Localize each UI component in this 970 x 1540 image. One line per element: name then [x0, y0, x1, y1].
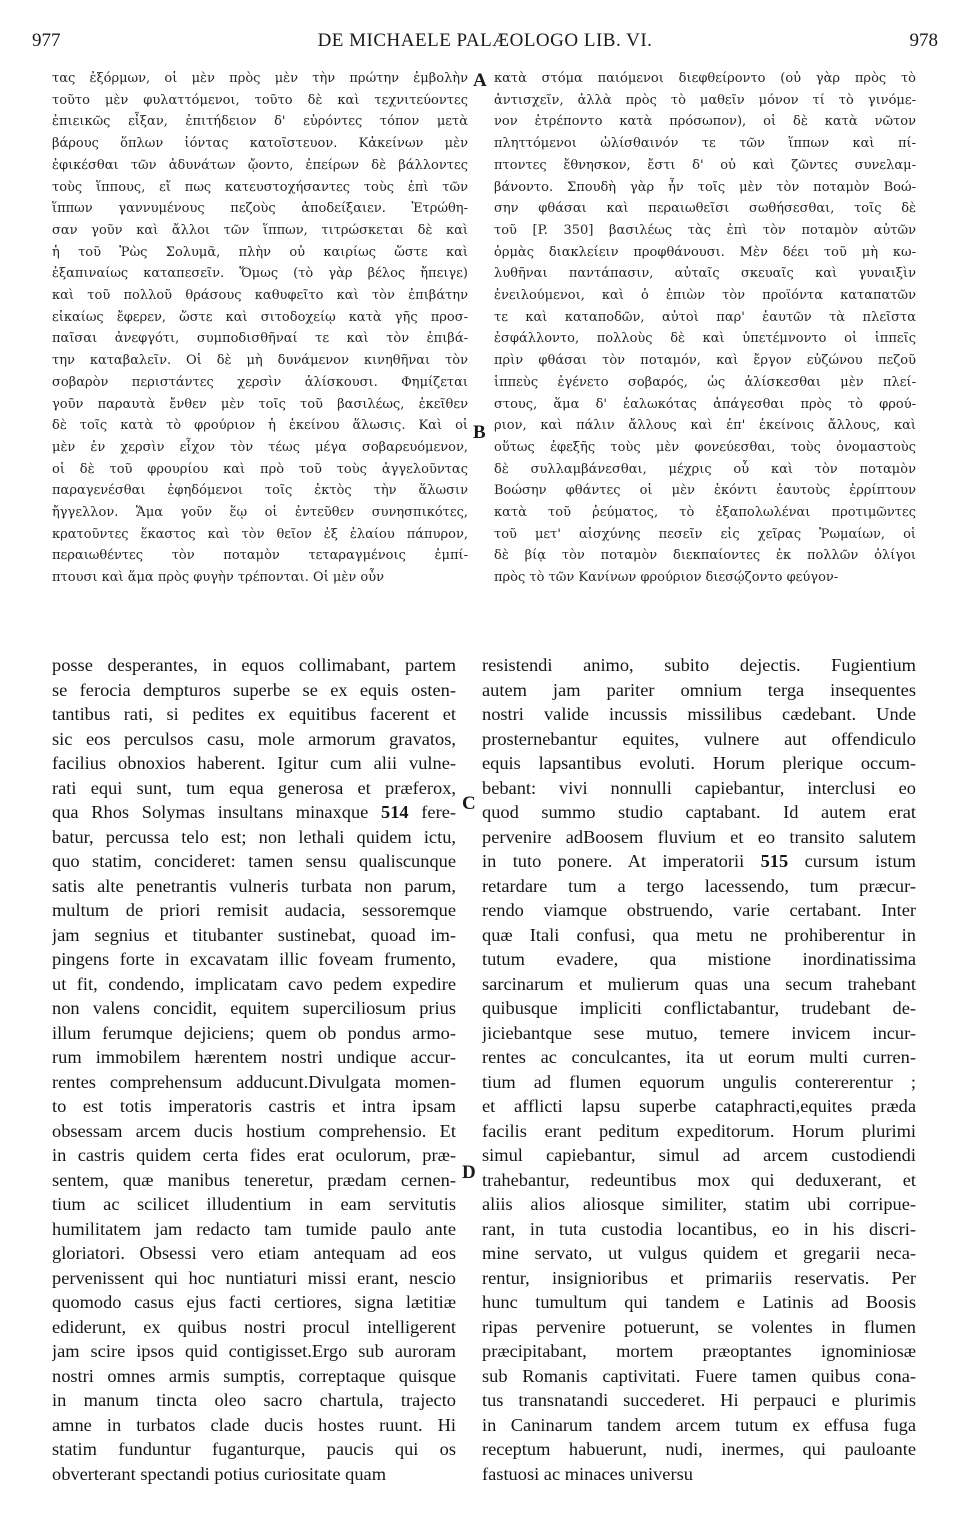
text-line [494, 111, 916, 133]
line-text: πληττόμενοι ὠλίσθαινόν τε τῶν ἵππων καὶ πί- [494, 136, 916, 152]
line-text: jam scire ipsos quid contigisset.Ergo sub auroram [52, 1341, 456, 1361]
text-line [52, 285, 468, 307]
line-text: ἐξαπιναίως καταπεσεῖν. Ὅμως (τὸ γὰρ βέλος ἤπειγε) [52, 266, 468, 282]
text-line [482, 972, 916, 997]
text-line [52, 133, 468, 155]
line-text: receptum habuerunt, nudi, inermes, qui pauloante [482, 1439, 916, 1459]
line-text: qua Rhos Solymas insultans minaxque [52, 802, 369, 822]
text-line [52, 1192, 456, 1217]
text-line [52, 1168, 456, 1193]
line-text: pingens forte in excavatam illic foveam frumento, [52, 949, 456, 969]
text-line [482, 1119, 916, 1144]
line-text: sic eos perculsos casu, mole armorum gravatos, [52, 728, 456, 749]
line-text: ἤγγελλον. Ἅμα γοῦν ἕῳ οἱ ἐντεῦθεν συνησπικότες, [52, 505, 468, 521]
page-header [28, 30, 942, 60]
text-line [52, 751, 456, 776]
line-text: ἐνειλούμενοι, καὶ ὁ ἐπιὼν τὸν προϊόντα καταπατῶν [494, 288, 916, 304]
text-line [52, 415, 468, 437]
text-line [482, 1094, 916, 1119]
text-line [482, 825, 916, 850]
line-text: gloriatori. Obsessi vero etiam antequam ad eos [52, 1243, 456, 1263]
line-text: τας ἐξόρμων, οἱ μὲν πρὸς μὲν τὴν πρώτην ἐμβολὴν [52, 71, 468, 86]
text-line [52, 1339, 456, 1364]
line-text: sub Romanis captivitati. Fuere tamen quibus cona- [482, 1365, 916, 1386]
line-text: λυθῆναι παντάπασιν, αὐταῖς σκευαῖς καὶ γυναιξὶν [494, 266, 916, 282]
text-line [52, 545, 468, 567]
text-line [52, 1388, 456, 1413]
line-text: πτοντες ἔθνησκον, ἔστι δ' οὐ καὶ ζῶντες συνελαμ- [494, 157, 916, 173]
text-line [52, 1266, 456, 1291]
text-line [482, 1339, 916, 1364]
text-line [52, 898, 456, 923]
line-text: mine servato, ut vulgus quidem et gregarii neca- [482, 1243, 916, 1263]
line-text: rum immobilem hærentem nostri undique accur- [52, 1047, 456, 1067]
text-line [494, 263, 916, 285]
text-line [52, 849, 456, 874]
line-text: quibusque impliciti conflictabantur, trudebant de- [482, 998, 916, 1018]
text-line [52, 1094, 456, 1119]
running-title: DE MICHAELE PALÆOLOGO LIB. VI. [317, 30, 653, 51]
line-text: illum ferumque dejiciens; quem ob pondus armo- [52, 1022, 456, 1043]
line-text: ὁρμὰς διακλείειν προφθάνουσι. Μὲν δέει τοῦ μὴ κω- [494, 244, 916, 260]
text-line [494, 285, 916, 307]
greek-text-left-column [52, 68, 468, 589]
line-text: quo statim, concideret: tamen sensu qualiscunque [52, 851, 456, 871]
line-text: satis alte penetrantis vulneris turbata non parum, [52, 875, 456, 896]
text-line [52, 972, 456, 997]
line-text: simul capiebantur, simul ad arcem custodiendi [482, 1145, 916, 1165]
line-text: μὲν ἐν χερσὶν εἶχον τὸν τέως μέγα σοβαρευόμενον, [52, 439, 468, 455]
text-line [52, 111, 468, 133]
line-text: τε καὶ καταποδῶν, αὐτοὶ παρ' ἑαυτῶν τὰ πλεῖστα [494, 309, 916, 325]
line-text: οἱ δὲ τοῦ φρουρίου καὶ πρὸ τοῦ τοὺς ἀγγελοῦντας [52, 461, 468, 477]
line-text: δὲ βίᾳ τὸν ποταμὸν διεκπαίοντες ἐκ πολλῶν ὀλίγοι [494, 548, 916, 564]
text-line [52, 1413, 456, 1438]
edition-page-number: 514 [381, 802, 409, 822]
text-line [52, 68, 468, 90]
line-text: rentur, insignioribus et primariis reservatis. Per [482, 1267, 916, 1288]
line-text: tus transnatandi succederet. Hi perpauci e plurimis [482, 1390, 916, 1410]
text-line [482, 800, 916, 825]
line-text: posse desperantes, in equos collimabant, partem [52, 655, 456, 675]
line-text: bebant: vivi nonnulli capiebantur, interclusi eo [482, 777, 916, 798]
text-line [52, 459, 468, 481]
text-line [52, 678, 456, 703]
line-text: rendo viamque obstruendo, varie certabant. Inter [482, 900, 916, 920]
line-text: nostri valide incussis missilibus cædebant. Unde [482, 704, 916, 724]
line-text: prosternebantur equites, vulnere aut offendiculo [482, 728, 916, 749]
text-line [52, 1437, 456, 1462]
line-text: tantibus rati, si pedites ex equitibus facerent et [52, 704, 456, 724]
text-line [52, 155, 468, 177]
text-line [52, 1241, 456, 1266]
margin-marker-a: A [473, 70, 487, 91]
text-line [494, 502, 916, 524]
line-text: equis lapsantibus evoluti. Horum plerique occum- [482, 753, 916, 773]
line-text: rentes comprehensum adducunt.Divulgata momen- [52, 1071, 456, 1092]
line-text: κατὰ στόμα παιόμενοι διεφθείροντο (οὐ γὰρ πρὸς τὸ [494, 71, 916, 86]
text-line [52, 220, 468, 242]
text-line [482, 1168, 916, 1193]
text-line [52, 1021, 456, 1046]
line-text: ἐφικέσθαι τῶν ἀδυνάτων ᾤοντο, ἐπείρων δὲ βάλλοντες [52, 157, 468, 173]
text-line [52, 1217, 456, 1242]
line-text: δὲ τοῖς κατὰ τὸ φρούριον ἡ ἐκείνου ἅλωσις. Καὶ οἱ [52, 418, 468, 434]
text-line [494, 68, 916, 90]
text-line [482, 1364, 916, 1389]
text-line [494, 480, 916, 502]
line-text: τοῦτο μὲν φυλαττόμενοι, τοῦτο δὲ καὶ τεχνιτεύοντες [52, 92, 468, 108]
line-text: multum de priori remisit audacia, sessoremque [52, 900, 456, 920]
text-line [482, 1315, 916, 1340]
line-text: obverterant spectandi potius curiositate quam [52, 1463, 386, 1484]
text-line [494, 198, 916, 220]
line-text: in tuto ponere. At imperatorii [482, 851, 745, 871]
text-line [482, 1045, 916, 1070]
margin-marker-c: C [462, 793, 476, 814]
line-text: σοβαρὸν περιστάντες χερσὶν ἁλίσκουσι. Φημίζεται [52, 374, 468, 390]
text-line [52, 567, 468, 589]
text-line [482, 653, 916, 678]
text-line [52, 307, 468, 329]
line-text: καὶ τοῦ πολλοῦ θράσους καθυφεῖτο καὶ τὸν ἐπιβάτην [52, 288, 468, 304]
margin-marker-b: B [473, 422, 486, 443]
page-number-left: 977 [32, 30, 61, 51]
text-line [494, 242, 916, 264]
line-text: facilius obnoxios haberent. Igitur cum alii vulne- [52, 753, 456, 773]
line-text-tail: cursum istum [804, 851, 916, 871]
edition-page-number: 515 [760, 851, 789, 871]
line-text: non valens concidit, equitem superciliosum prius [52, 998, 456, 1018]
text-line [52, 1119, 456, 1144]
line-text: πτουσι καὶ ἅμα πρὸς φυγὴν τρέπονται. Οἱ μὲν οὖν [52, 570, 385, 586]
margin-marker-d: D [462, 1162, 476, 1183]
text-line [52, 653, 456, 678]
line-text: facilis erant peditum expeditorum. Horum plurimi [482, 1120, 916, 1141]
line-text: resistendi animo, subito dejectis. Fugientium [482, 655, 916, 675]
line-text: νον ἐτρέποντο κατὰ πρόσωπον), οἱ δὲ κατὰ νῶτον [494, 114, 916, 130]
text-line [494, 372, 916, 394]
text-line [494, 220, 916, 242]
line-text: παῖσαι ἀνεφγότι, συμποδισθῆναί τε καὶ τὸν ἐπιβά- [52, 331, 468, 347]
line-text: tium ad flumen equorum ungulis contererentur ; [482, 1071, 916, 1092]
line-text: nostri omnes armis sumptis, correptaque quisque [52, 1365, 456, 1386]
text-line [494, 90, 916, 112]
line-text: εἰκαίως ἔφερεν, ὥστε καὶ σιτοδοχείῳ κατὰ γῆς προσ- [52, 309, 468, 325]
text-line [494, 328, 916, 350]
line-text: σην φθάσαι καὶ περαιωθεῖσι σωθήσεσθαι, τοῖς δὲ [494, 201, 916, 217]
line-text: fastuosi ac minaces universu [482, 1463, 693, 1484]
line-text: quod summo studio captabant. Id autem erat [482, 802, 916, 822]
line-text: rentes ac conculcantes, ita ut eorum multi curren- [482, 1047, 916, 1067]
line-text: ut fit, condendo, implicatam cavo pedem expedire [52, 973, 456, 994]
line-text: δὲ συλλαμβάνεσθαι, μέχρις οὗ καὶ τὸν ποταμὸν [494, 461, 916, 477]
text-line [52, 825, 456, 850]
text-line [482, 1143, 916, 1168]
line-text: τοῦ [P. 350] βασιλέως τὰς ἐπὶ τὸν ποταμὸν αὐτῶν [494, 222, 916, 238]
text-line [52, 702, 456, 727]
line-text: παραγενέσθαι ἐφηδόμενοι τοῖς ἐκτὸς τὴν ἅλωσιν [52, 483, 468, 499]
text-line [494, 133, 916, 155]
latin-text-right-column [482, 653, 916, 1486]
text-line [482, 1070, 916, 1095]
text-line [482, 1241, 916, 1266]
line-text: οὕτως ἐφεξῆς τοὺς μὲν φονεύεσθαι, τοὺς ὀνομαστοὺς [494, 439, 916, 455]
line-text: στους, ἅμα δ' ἑαλωκότας ἀπάγεσθαι πρὸς τὸ φρού- [494, 396, 916, 412]
line-text: autem jam pariter omnium terga insequentes [482, 679, 916, 700]
text-line [482, 751, 916, 776]
text-line [52, 198, 468, 220]
line-text: hunc tumultum qui tandem e Latinis ad Boosis [482, 1292, 916, 1312]
text-line [52, 242, 468, 264]
text-line [482, 947, 916, 972]
line-text: to est totis imperatoris castris et intra ipsam [52, 1096, 456, 1116]
line-text: βάρους ὅπλων ἰόντας κατοῖστευον. Κἀκείνων μὲν [52, 136, 468, 152]
line-text: ripas pervenire potuerunt, se volentes in flumen [482, 1316, 916, 1337]
line-text-tail: fere- [421, 802, 456, 822]
line-text: την καταβαλεῖν. Οἱ δὲ μὴ δυνάμενον κινηθῆναι τὸν [52, 353, 468, 369]
text-line [52, 1045, 456, 1070]
text-line [494, 415, 916, 437]
line-text: γοῦν παραυτὰ ἔνθεν μὲν τοῖς τοῦ βασιλέως, ἐκεῖθεν [52, 396, 468, 412]
line-text: ἐπιεικῶς εἶξαν, ἐπιτήδειον δ' εὑρόντες τόπον μετὰ [52, 114, 468, 130]
text-line [52, 1290, 456, 1315]
text-line [482, 898, 916, 923]
latin-text-left-column [52, 653, 456, 1486]
text-line [482, 678, 916, 703]
line-text: præcipitabant, mortem præoptantes ignominiosæ [482, 1341, 916, 1361]
line-text: rati equi sunt, tum equa generosa et præferox, [52, 777, 456, 798]
line-text: humilitatem jam redacto tam tumide paulo ante [52, 1218, 456, 1239]
line-text: tium ac scilicet illudentium in eam servitutis [52, 1194, 456, 1214]
text-line [494, 155, 916, 177]
line-text: rant, in tuta custodia locantibus, eo in his discri- [482, 1218, 916, 1239]
line-text: περαιωθέντες τὸν ποταμὸν τεταραγμένοις ἐμπί- [52, 548, 468, 564]
line-text: pervenire adBoosem fluvium et eo transito salutem [482, 826, 916, 847]
text-line [52, 328, 468, 350]
line-text: pervenissent qui hoc nuntiaturi missi erant, nescio [52, 1267, 456, 1288]
text-line [482, 1290, 916, 1315]
line-text: ριον, καὶ πάλιν ἄλλους καὶ ἐπ' ἐκείνοις ἄλλους, καὶ [494, 418, 916, 434]
text-line [482, 702, 916, 727]
page-number-right: 978 [909, 30, 938, 51]
text-line [482, 923, 916, 948]
line-text: tutum evadere, qua mistione inordinatissima [482, 949, 916, 969]
line-text: quæ Itali confusi, qua metu ne prohiberentur in [482, 924, 916, 945]
text-line [494, 177, 916, 199]
text-line [482, 776, 916, 801]
line-text: ediderunt, ex quibus nostri procul intelligerent [52, 1316, 456, 1337]
text-line [52, 947, 456, 972]
line-text: Βοώσην φθάντες οἱ μὲν ἑκόντι ἑαυτοὺς ἐρρίπτουν [494, 483, 916, 499]
line-text: in manum tincta oleo sacro chartula, trajecto [52, 1390, 456, 1410]
text-line [52, 776, 456, 801]
text-line [52, 874, 456, 899]
line-text: ἵππων γαννυμένους πεζοὺς ἀποδείξαιεν. Ἐτρώθη- [52, 201, 468, 217]
line-text: sarcinarum et mulierum quas una secum trahebant [482, 973, 916, 994]
line-text: ἀντισχεῖν, ἀλλὰ πρὸς τὸ μαθεῖν μόνον τί τὸ γινόμε- [494, 92, 916, 108]
text-line [482, 1437, 916, 1462]
text-line [494, 394, 916, 416]
text-line [482, 1192, 916, 1217]
text-line [52, 1143, 456, 1168]
line-text: obsessam arcem ducis hostium comprehensio. Et [52, 1120, 456, 1141]
text-line [494, 307, 916, 329]
line-text: in castris quidem certa fides erat oculorum, præ- [52, 1145, 456, 1165]
line-text: retardare tum a tergo lacessendo, tum præcur- [482, 875, 916, 896]
text-line [482, 874, 916, 899]
text-line [52, 372, 468, 394]
text-line [482, 1413, 916, 1438]
text-line [52, 263, 468, 285]
line-text: statim funduntur fuganturque, paucis qui os [52, 1439, 456, 1459]
text-line [494, 350, 916, 372]
line-text: batur, percussa telo est; non lethali quidem ictu, [52, 826, 456, 847]
text-line [52, 923, 456, 948]
text-line [494, 545, 916, 567]
line-text: ἱππεὺς ἐγένετο σοβαρός, ὡς ἁλίσκεσθαι μὲν πλεί- [494, 374, 916, 390]
text-line [482, 1266, 916, 1291]
text-line [482, 996, 916, 1021]
line-text: σαν γοῦν καὶ ἄλλοι τῶν ἵππων, τιτρώσκεται δὲ καὶ [52, 222, 468, 238]
line-text: τοῦ μετ' αἰσχύνης πεσεῖν εἰς χεῖρας Ῥωμαίων, οἱ [494, 526, 916, 542]
line-text: jiciebantque sese mutuo, temere invicem incur- [482, 1022, 916, 1043]
text-line [52, 350, 468, 372]
line-text: ἐσφάλλοντο, πολλοὺς δὲ καὶ ὑπετέμνοντο οἱ ἱππεῖς [494, 331, 916, 347]
text-line [52, 1315, 456, 1340]
text-line [52, 727, 456, 752]
text-line [494, 459, 916, 481]
text-line [52, 996, 456, 1021]
text-line [482, 727, 916, 752]
text-line [52, 394, 468, 416]
text-line [52, 177, 468, 199]
line-text: trahebantur, redeuntibus mox qui deduxerant, et [482, 1169, 916, 1190]
line-text: aliis alios aliosque similiter, statim ubi corripue- [482, 1194, 916, 1214]
line-text: jam segnius et titubanter sustinebat, quoad im- [52, 924, 456, 945]
line-text: κατὰ τοῦ ῥεύματος, τὸ ἐξαπολωλέναι προτιμῶντες [494, 505, 916, 521]
text-line [494, 524, 916, 546]
text-line [52, 1462, 456, 1487]
line-text: κρατοῦντες ἕκαστος καὶ τὸν θεῖον ἐξ ἐλαίου πάπυρον, [52, 526, 468, 542]
line-text: τοὺς ἵππους, εἴ πως κατευστοχήσαντες τοὺς ἐπὶ τῶν [52, 179, 468, 195]
line-text: sentem, quæ manibus teneretur, prædam cernen- [52, 1169, 456, 1190]
text-line [52, 90, 468, 112]
text-line [482, 1462, 916, 1487]
text-line [52, 437, 468, 459]
text-line [52, 524, 468, 546]
line-text: πρὶν φθάσαι τὸν ποταμόν, καὶ ἔργον εὐζώνου πεζοῦ [494, 353, 916, 369]
text-line [482, 1388, 916, 1413]
line-text: βάνοντο. Σπουδὴ γὰρ ἦν τοῖς μὲν τὸν ποταμὸν Βοώ- [494, 179, 916, 195]
text-line [52, 1364, 456, 1389]
line-text: se ferocia dempturos superbe se ex equis osten- [52, 679, 456, 700]
greek-text-right-column [494, 68, 916, 589]
text-line [494, 567, 916, 589]
text-line [52, 502, 468, 524]
text-line [52, 480, 468, 502]
text-line [482, 1021, 916, 1046]
text-line [482, 1217, 916, 1242]
line-text: πρὸς τὸ τῶν Κανίνων φρούριον διεσῴζοντο φεύγον- [494, 570, 839, 586]
line-text: amne in turbatos clade ducis hostes ruunt. Hi [52, 1414, 456, 1435]
line-text: quomodo casus ejus facti certiores, signa lætitiæ [52, 1292, 456, 1312]
line-text: et afflicti lapsu superbe cataphracti,equites præda [482, 1096, 916, 1116]
text-line [52, 800, 456, 825]
text-line [52, 1070, 456, 1095]
text-line [494, 437, 916, 459]
text-line [482, 849, 916, 874]
line-text: ἡ τοῦ Ῥὼς Σολυμᾶ, πλὴν οὐ καιρίως ὥστε καὶ [52, 244, 468, 260]
line-text: in Caninarum tandem arcem tutum ex effusa fuga [482, 1414, 916, 1435]
